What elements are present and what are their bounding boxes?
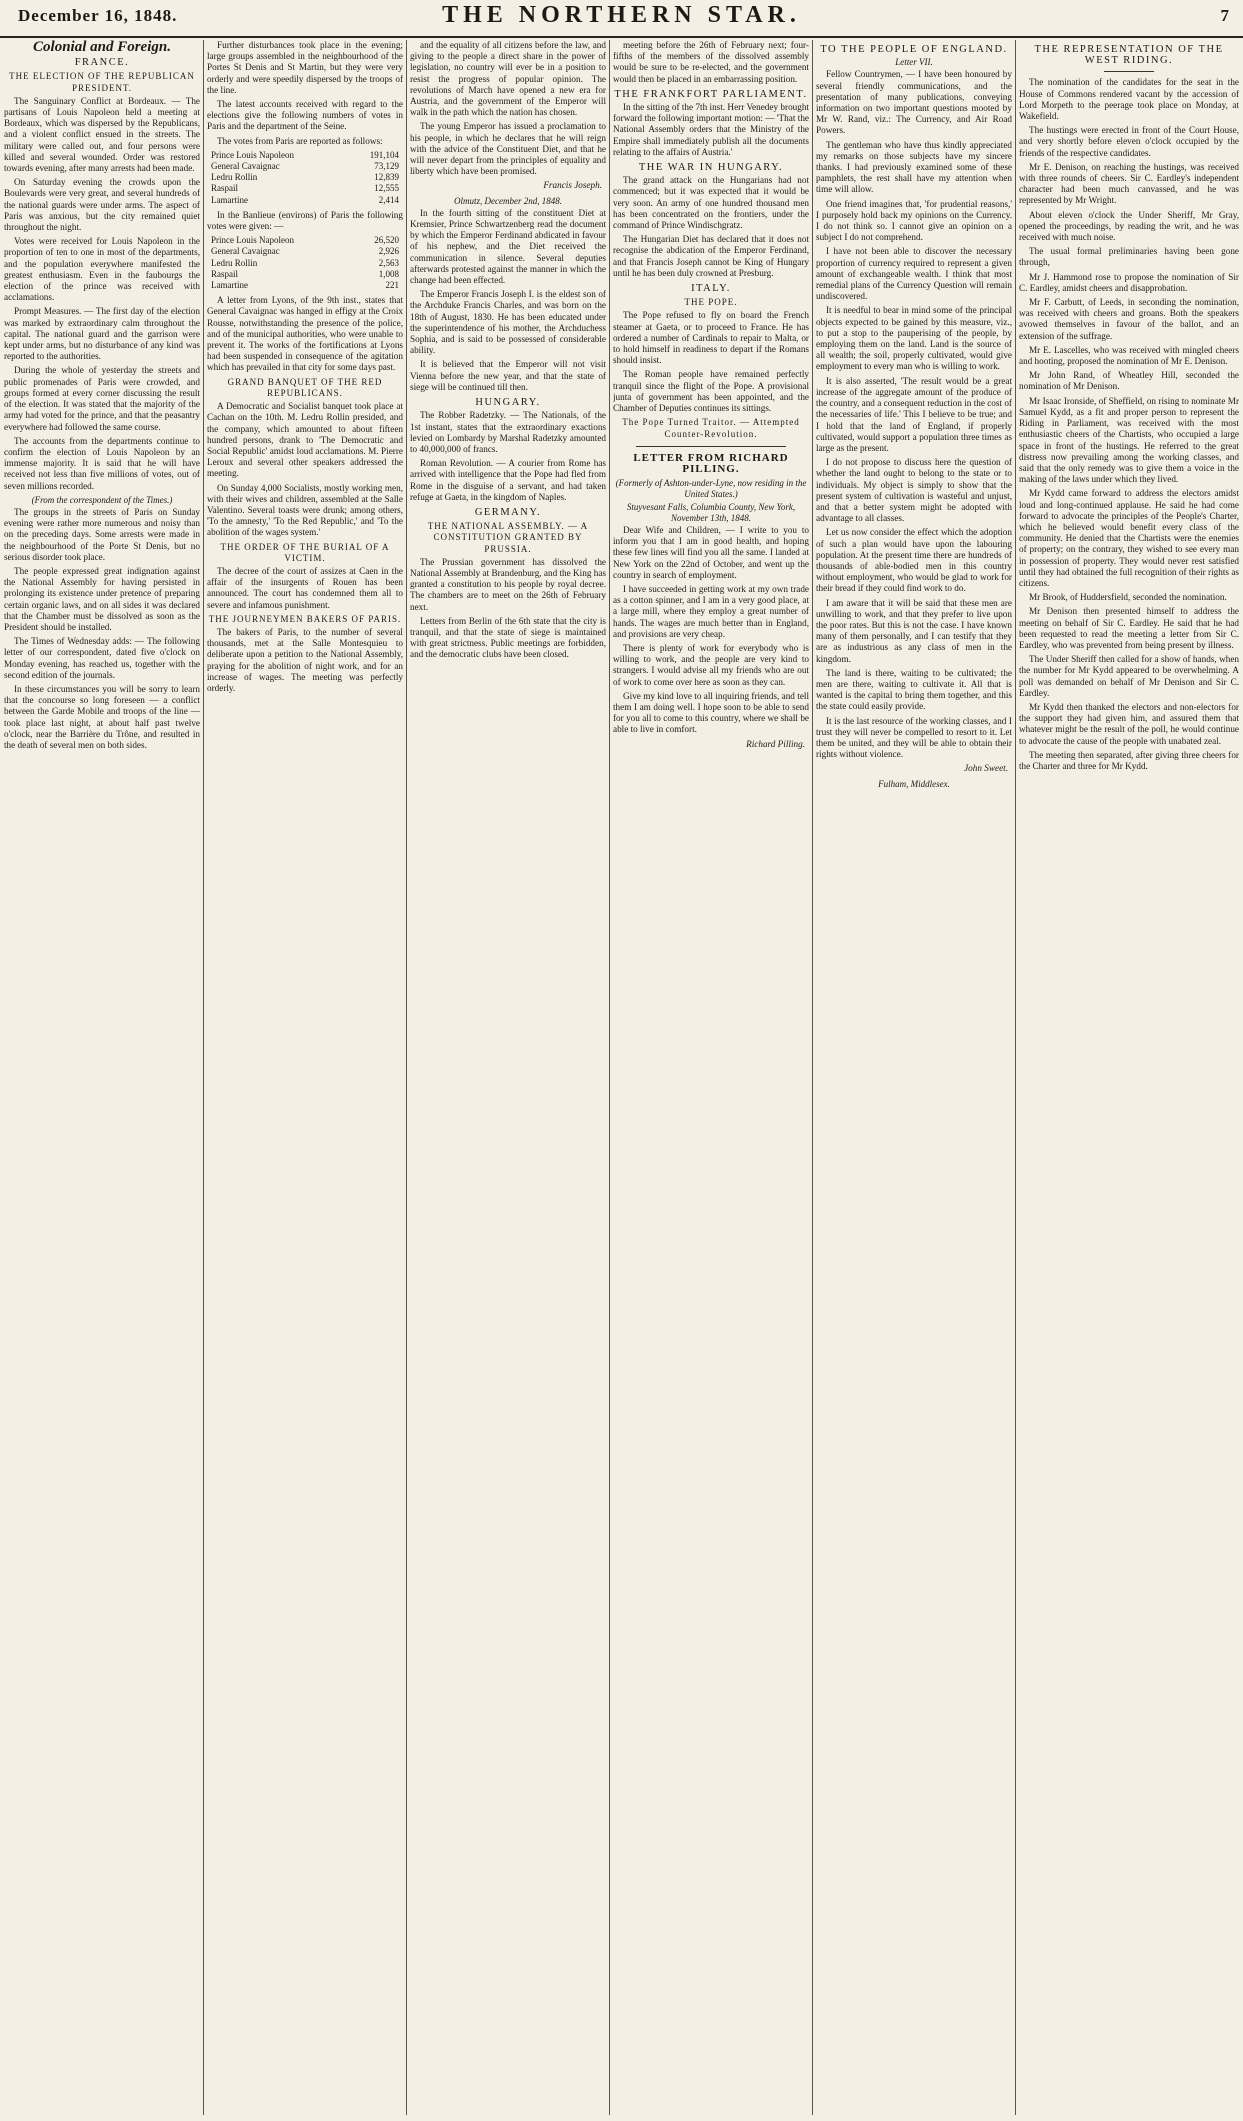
column-rule	[406, 40, 407, 2115]
paragraph: Let us now consider the effect which the adoption of such a plan would have upon the labouring population. At the present time there are hundreds of thousands of able-bodied men in this country without employment, who would be glad to work for their bread if they could find work to do.	[816, 527, 1012, 594]
table-row	[207, 235, 403, 246]
paragraph: Mr J. Hammond rose to propose the nomination of Sir C. Eardley, amidst cheers and disapprobation.	[1019, 271, 1239, 293]
masthead	[0, 0, 1243, 38]
column-rule	[812, 40, 813, 2115]
paragraph: Fellow Countrymen, — I have been honoured by several friendly communications, and the presentation of many publications, conveying information on two important questions mooted by Mr W. Rand, viz.: The Currency, and Air Road Powers.	[816, 69, 1012, 136]
paragraph: A letter from Lyons, of the 9th inst., states that General Cavaignac was hanged in effigy at the Croix Rousse, notwithstanding the presence of the police, and of the municipal authorities, who were unable to prevent it. The works of the fortifications at Lyons had been suspended in consequence of the agitation which has prevailed in that city for some days past.	[207, 295, 403, 373]
paragraph: The Pope refused to fly on board the French steamer at Gaeta, or to proceed to France. He has ordered a number of Cardinals to repair to Malta, or to hold himself in readiness to depart if the Romans should insist.	[613, 310, 809, 366]
candidate-name: Ledru Rollin	[211, 257, 258, 268]
column-4	[613, 40, 809, 2115]
article-heading: THE JOURNEYMEN BAKERS OF PARIS.	[208, 613, 402, 624]
candidate-name: Lamartine	[211, 194, 248, 205]
candidate-name: General Cavaignac	[211, 246, 280, 257]
article-heading: THE FRANKFORT PARLIAMENT.	[614, 88, 808, 100]
article-heading: THE ORDER OF THE BURIAL OF A VICTIM.	[220, 541, 390, 563]
candidate-name: General Cavaignac	[211, 161, 280, 172]
paragraph: Mr Brook, of Huddersfield, seconded the nomination.	[1029, 592, 1227, 603]
table-row	[207, 183, 403, 194]
table-row	[207, 258, 403, 269]
paragraph: The Prussian government has dissolved the National Assembly at Brandenburg, and the King has granted a constitution to his people by royal decree. The chambers are to meet on the 26th of February next.	[410, 556, 606, 612]
paragraph: I am aware that it will be said that these men are unwilling to work, and that they prefer to live upon the poor rates. But this is not the case. I have known many of them personally, and I can testify that they are as industrious as any class of men in the kingdom.	[816, 597, 1012, 664]
paragraph: It is needful to bear in mind some of the principal objects expected to be gained by this measure, viz., to put a stop to the pauperising of the people, by employing them on the land. Land is the source of all wealth; the soil, properly cultivated, would give employment to every man who is willing to work.	[816, 305, 1012, 372]
country-heading: FRANCE.	[74, 57, 130, 69]
paragraph: About eleven o'clock the Under Sheriff, Mr Gray, opened the proceedings, by reading the writ, and he was received with much noise.	[1019, 209, 1239, 243]
paragraph: The people expressed great indignation against the National Assembly for having persisted in prolonging its existence under pretence of preparing certain organic laws, and on all sides it was declared that the Chamber must be dissolved as soon as the President should be installed.	[4, 565, 200, 632]
vote-count: 2,926	[378, 246, 399, 257]
paragraph: There is plenty of work for everybody who is willing to work, and the people are very kind to strangers. I would advise all my friends who are out of work to come over here as soon as they can.	[613, 642, 809, 687]
vote-count: 26,520	[374, 235, 399, 246]
paragraph: Dear Wife and Children, — I write to you to inform you that I am in good health, and hoping these few lines will find you all the same. I landed at New York on the 22nd of October, and went up the country in search of employment.	[613, 524, 809, 580]
paragraph: Prompt Measures. — The first day of the election was marked by extraordinary calm throughout the capital. The national guard and the garrison were kept under arms, but no disturbance of any kind was reported to the authorities.	[4, 306, 200, 362]
column-rule	[609, 40, 610, 2115]
table-row	[207, 161, 403, 172]
paragraph: The meeting then separated, after giving three cheers for the Charter and three for Mr Kydd.	[1019, 749, 1239, 771]
paragraph: In these circumstances you will be sorry to learn that the concourse so long foreseen — a conflict between the Garde Mobile and troops of the line — took place last night, at about half past twelve o'clock, near the Barrière du Trône, and resulted in the death of several men on both sides.	[4, 683, 200, 750]
paragraph: The land is there, waiting to be cultivated; the men are there, waiting to cultivate it. All that is wanted is the capital to bring them together, and this the state could easily provide.	[816, 667, 1012, 712]
paragraph: Mr Kydd then thanked the electors and non-electors for the support they had given him, and assured them that whatever might be the result of the poll, he would continue to advocate the cause of the people with unabated zeal.	[1019, 701, 1239, 746]
paragraph: The Emperor Francis Joseph I. is the eldest son of the Archduke Francis Charles, and was born on the 18th of August, 1830. He has been educated under the superintendence of his mother, the Archduchess Sophia, and is said to be possessed of considerable ability.	[410, 289, 606, 356]
signature: John Sweet.	[964, 763, 1008, 774]
paragraph: The Times of Wednesday adds: — The following letter of our correspondent, dated five o'clock on Monday evening, has reached us, together with the second edition of the journals.	[4, 636, 200, 680]
paragraph: I have not been able to discover the necessary proportion of currency required to represent a given amount of exchangeable wealth. I think that most remedial plans of the Currency Question will remain undiscovered.	[816, 246, 1012, 302]
article-heading: THE POPE.	[684, 297, 738, 308]
article-heading: THE WAR IN HUNGARY.	[638, 162, 784, 174]
country-heading: GERMANY.	[474, 506, 542, 518]
candidate-name: Raspail	[211, 268, 238, 279]
paragraph: The hustings were erected in front of the Court House, and very shortly before eleven o'clock occupied by the friends of the respective candidates.	[1019, 125, 1239, 158]
letter-place: Stuyvesant Falls, Columbia County, New York, November 13th, 1848.	[626, 501, 796, 523]
paragraph: The young Emperor has issued a proclamation to his people, in which he declares that he will reign with the advice of the Constituent Diet, and that he will never depart from the principles of equality and liberty which have been promised.	[410, 121, 606, 177]
paragraph: Roman Revolution. — A courier from Rome has arrived with intelligence that the Pope had fled from Rome in the disguise of a servant, and had taken refuge at Gaeta, in the kingdom of Naples.	[410, 458, 606, 502]
paragraph: The accounts from the departments continue to confirm the election of Louis Napoleon by an immense majority. It is said that he will have received not less than five millions of votes, out of seven millions recorded.	[4, 435, 200, 491]
paragraph: The Hungarian Diet has declared that it does not recognise the abdication of the Emperor Ferdinand, and that Francis Joseph cannot be King of Hungary until he has been duly crowned at Presburg.	[613, 234, 809, 278]
paragraph: In the Banlieue (environs) of Paris the following votes were given: —	[207, 209, 403, 232]
vote-count: 1,008	[378, 268, 399, 279]
candidate-name: Prince Louis Napoleon	[211, 149, 294, 160]
article-heading: GRAND BANQUET OF THE RED REPUBLICANS.	[227, 376, 383, 398]
table-row	[207, 280, 403, 291]
column-3	[410, 40, 606, 2115]
paragraph: The latest accounts received with regard to the elections give the following numbers of votes in Paris and the department of the Seine.	[207, 99, 403, 132]
paragraph: Mr Isaac Ironside, of Sheffield, on rising to nominate Mr Samuel Kydd, as a fit and proper person to represent the Riding in Parliament, was received with the most enthusiastic cheers of the Chartists, who occupied a large space in front of the hustings. He referred to the great distress now prevailing among the working classes, and said that the only remedy was to give them a voice in the making of the laws under which they lived.	[1019, 395, 1239, 485]
table-row	[207, 269, 403, 280]
section-divider	[636, 446, 786, 447]
paragraph: The Sanguinary Conflict at Bordeaux. — The partisans of Louis Napoleon held a meeting at Bordeaux, which was dispersed by the Republicans, and a violent conflict ensued in the streets. The military were called out, and four persons were killed and several wounded. Order was restored towards evening, after many arrests had been made.	[4, 95, 200, 174]
vote-count: 2,563	[378, 257, 399, 268]
paragraph: On Saturday evening the crowds upon the Boulevards were very great, and several hundreds of the national guards were under arms. The aspect of Paris was anxious, but the city remained quiet throughout the night.	[4, 177, 200, 233]
vote-count: 12,555	[374, 183, 399, 194]
vote-count: 191,104	[369, 149, 399, 160]
letter-heading: LETTER FROM RICHARD PILLING.	[633, 451, 789, 475]
paragraph: The usual formal preliminaries having been gone through,	[1019, 246, 1239, 268]
paragraph: Mr E. Denison, on reaching the hustings, was received with three rounds of cheers. Sir C. Eardley's independent character had been much canvassed, and he was represented by Mr Wright.	[1019, 161, 1239, 206]
table-row	[207, 246, 403, 257]
letter-number: Letter VII.	[895, 57, 933, 68]
vote-table-paris	[207, 150, 403, 206]
paragraph: I do not propose to discuss here the question of whether the land ought to belong to the state or to individuals. My object is simply to show that the present system of cultivation is wasteful and unjust, and that a better system might be adopted with advantage to all classes.	[816, 457, 1012, 524]
vote-count: 2,414	[378, 194, 399, 205]
candidate-name: Raspail	[211, 183, 238, 194]
paragraph: I have succeeded in getting work at my own trade as a cotton spinner, and I am in a very good place, at a large mill, where they employ a great number of hands. The wages are much better than in England, and provisions are very cheap.	[613, 583, 809, 639]
paragraph: The gentleman who have thus kindly appreciated my remarks on those subjects have my sincere thanks. I had previously examined some of these pamphlets, the rest shall have my attention when time will allow.	[816, 139, 1012, 195]
table-row	[207, 172, 403, 183]
signature: Francis Joseph.	[543, 180, 602, 191]
paragraph: Mr E. Lascelles, who was received with mingled cheers and hooting, proposed the nomination of Mr E. Denison.	[1019, 344, 1239, 367]
country-heading: ITALY.	[691, 283, 731, 295]
letter-subtitle: (Formerly of Ashton-under-Lyne, now residing in the United States.)	[615, 478, 807, 500]
letter-place: Fulham, Middlesex.	[878, 778, 950, 789]
paragraph: One friend imagines that, 'for prudential reasons,' I purposely hold back my opinions on the Currency. I do not think so. I cannot give an opinion on a subject I do not comprehend.	[816, 198, 1012, 243]
paragraph: Mr F. Carbutt, of Leeds, in seconding the nomination, was received with cheers and groans. Both the speakers avowed themselves in favour of the ballot, and an extension of the suffrage.	[1019, 297, 1239, 341]
page-number: 7	[1220, 6, 1229, 25]
paragraph: The Robber Radetzky. — The Nationals, of the 1st instant, states that the extraordinary exactions levied on Lombardy by Marshal Radetzky amounted to 40,000,000 of francs.	[410, 410, 606, 454]
paragraph: On Sunday 4,000 Socialists, mostly working men, with their wives and children, assembled at the Salle Valentino. Several toasts were drunk; among others, 'To the amnesty,' 'To the Red Republic,' and 'To the abolition of the wages system.'	[207, 482, 403, 538]
paragraph: A Democratic and Socialist banquet took place at Cachan on the 10th. M. Ledru Rollin presided, and the company, which amounted to about fifteen hundred persons, drank to 'The Democratic and Social Republic' amidst loud acclamations. M. Pierre Leroux and several other speakers addressed the meeting.	[207, 401, 403, 479]
paragraph: It is also asserted, 'The result would be a great increase of the aggregate amount of the produce of the country, and a consequent reduction in the cost of the necessaries of life.' This I believe to be true; and I hold that the land of England, if properly cultivated, would support a population three times as large as the present.	[816, 375, 1012, 453]
paragraph: The Roman people have remained perfectly tranquil since the flight of the Pope. A provisional junta of government has been appointed, and the Chamber of Deputies continues its sittings.	[613, 369, 809, 414]
article-heading: THE ELECTION OF THE REPUBLICAN PRESIDENT.	[9, 71, 195, 93]
column-6	[1019, 40, 1239, 2115]
paragraph: Give my kind love to all inquiring friends, and tell them I am doing well. I hope soon to be able to send for you all to come to this country, where we shall be able to live in comfort.	[613, 690, 809, 735]
issue-date: December 16, 1848.	[18, 6, 178, 25]
newspaper-title: THE NORTHERN STAR.	[442, 2, 801, 28]
paragraph: During the whole of yesterday the streets and public promenades of Paris were crowded, and groups formed at every corner discussing the result of the election. It was stated that the majority of the army had voted for the prince, and that the peasantry everywhere had followed the same course.	[4, 365, 200, 432]
paragraph: Further disturbances took place in the evening; large groups assembled in the neighbourhood of the Portes St Denis and St Martin, but they were very orderly and were speedily dispersed by the troops of the line.	[207, 40, 403, 95]
dateline: Olmutz, December 2nd, 1848.	[454, 195, 562, 206]
paragraph: In the fourth sitting of the constituent Diet at Kremsier, Prince Schwartzenberg read the document by which the Emperor Ferdinand abdicated in favour of his nephew, and the Diet received the communication in silence. Several deputies afterwards protested against the manner in which the change had been effected.	[410, 207, 606, 286]
paragraph: The votes from Paris are reported as follows:	[217, 135, 383, 146]
paragraph: The bakers of Paris, to the number of several thousands, met at the Salle Montesquieu to deliberate upon a petition to the National Assembly, praying for the abolition of night work, and for an increase of wages. The meeting was perfectly orderly.	[207, 626, 403, 693]
paragraph: Mr Denison then presented himself to address the meeting on behalf of Sir C. Eardley. He said that he had been requested to read the meeting a letter from Sir C. Eardley, who was prevented from being present by illness.	[1019, 606, 1239, 650]
paragraph: The grand attack on the Hungarians had not commenced; but it was expected that it would be very soon. An army of one hundred thousand men has been concentrated on the frontiers, under the command of Prince Windischgratz.	[613, 175, 809, 231]
table-row	[207, 195, 403, 206]
paragraph: meeting before the 26th of February next; four-fifths of the members of the dissolved assembly would be sure to be re-elected, and the government would then be placed in an embarrassing position.	[613, 40, 809, 84]
article-heading: The Pope Turned Traitor. — Attempted Counter-Revolution.	[622, 417, 800, 439]
paragraph: It is believed that the Emperor will not visit Vienna before the new year, and that the state of siege will be continued till then.	[410, 359, 606, 392]
signature: Richard Pilling.	[746, 738, 805, 749]
article-heading: TO THE PEOPLE OF ENGLAND.	[820, 44, 1008, 55]
country-heading: HUNGARY.	[475, 397, 541, 409]
vote-table-banlieue	[207, 235, 403, 291]
column-2	[207, 40, 403, 2115]
paragraph: Mr Kydd came forward to address the electors amidst loud and long-continued applause. He said he had come forward to advocate the principles of the People's Charter, which he believed would benefit every class of the community. He denied that the Chartists were the enemies of property; on the contrary, they wished to see every man in possession of property. They would never rest satisfied until they had obtained the full recognition of their rights as citizens.	[1019, 488, 1239, 588]
paragraph: Mr John Rand, of Wheatley Hill, seconded the nomination of Mr Denison.	[1019, 370, 1239, 392]
column-1	[4, 40, 200, 2115]
column-5	[816, 40, 1012, 2115]
paragraph: Letters from Berlin of the 6th state that the city is tranquil, and that the state of siege is maintained with great strictness. Public meetings are forbidden, and the democratic clubs have been closed.	[410, 615, 606, 660]
candidate-name: Lamartine	[211, 280, 248, 291]
paragraph: The nomination of the candidates for the seat in the House of Commons rendered vacant by the accession of Lord Morpeth to the peerage took place on Monday, at Wakefield.	[1019, 77, 1239, 122]
vote-count: 12,839	[374, 172, 399, 183]
article-heading: THE REPRESENTATION OF THE WEST RIDING.	[1034, 44, 1224, 67]
article-heading: THE NATIONAL ASSEMBLY. — A CONSTITUTION GRANTED BY PRUSSIA.	[427, 521, 589, 554]
paragraph: The Under Sheriff then called for a show of hands, when the number for Mr Kydd appeared to be overwhelming. A poll was demanded on behalf of Mr Denison and Sir C. Eardley.	[1019, 654, 1239, 698]
section-divider	[1104, 71, 1154, 72]
paragraph: Votes were received for Louis Napoleon in the proportion of ten to one in most of the departments, and the population everywhere manifested the greatest enthusiasm. Even in the faubourgs the election of the prince was received with acclamations.	[4, 236, 200, 303]
vote-count: 221	[385, 280, 399, 291]
paragraph: It is the last resource of the working classes, and I trust they will never be compelled to resort to it. Let them be united, and they will be able to obtain their rights without violence.	[816, 715, 1012, 760]
candidate-name: Ledru Rollin	[211, 172, 258, 183]
column-rule	[1015, 40, 1016, 2115]
column-rule	[203, 40, 204, 2115]
paragraph: and the equality of all citizens before the law, and giving to the people a direct share in the power of legislation, no country will ever be in a position to resist the progress of popular opinion. The revolutions of March have opened a new era for Austria, and the government of the Emperor will walk in the path which the nation has chosen.	[410, 40, 606, 118]
section-heading: Colonial and Foreign.	[33, 40, 171, 55]
vote-count: 73,129	[374, 161, 399, 172]
table-row	[207, 150, 403, 161]
paragraph: The decree of the court of assizes at Caen in the affair of the insurgents of Rouen has been announced. The court has condemned them all to severe and infamous punishment.	[207, 565, 403, 610]
paragraph: The groups in the streets of Paris on Sunday evening were rather more numerous and noisy than on the preceding days. Some arrests were made in the neighbourhood of the Porte St Denis, but no serious disorder took place.	[4, 506, 200, 562]
candidate-name: Prince Louis Napoleon	[211, 235, 294, 246]
dateline: (From the correspondent of the Times.)	[31, 494, 173, 505]
paragraph: In the sitting of the 7th inst. Herr Venedey brought forward the following important motion: — 'That the National Assembly orders that the Ministry of the Empire shall immediately publish all the documents relating to the affairs of Austria.'	[613, 102, 809, 157]
